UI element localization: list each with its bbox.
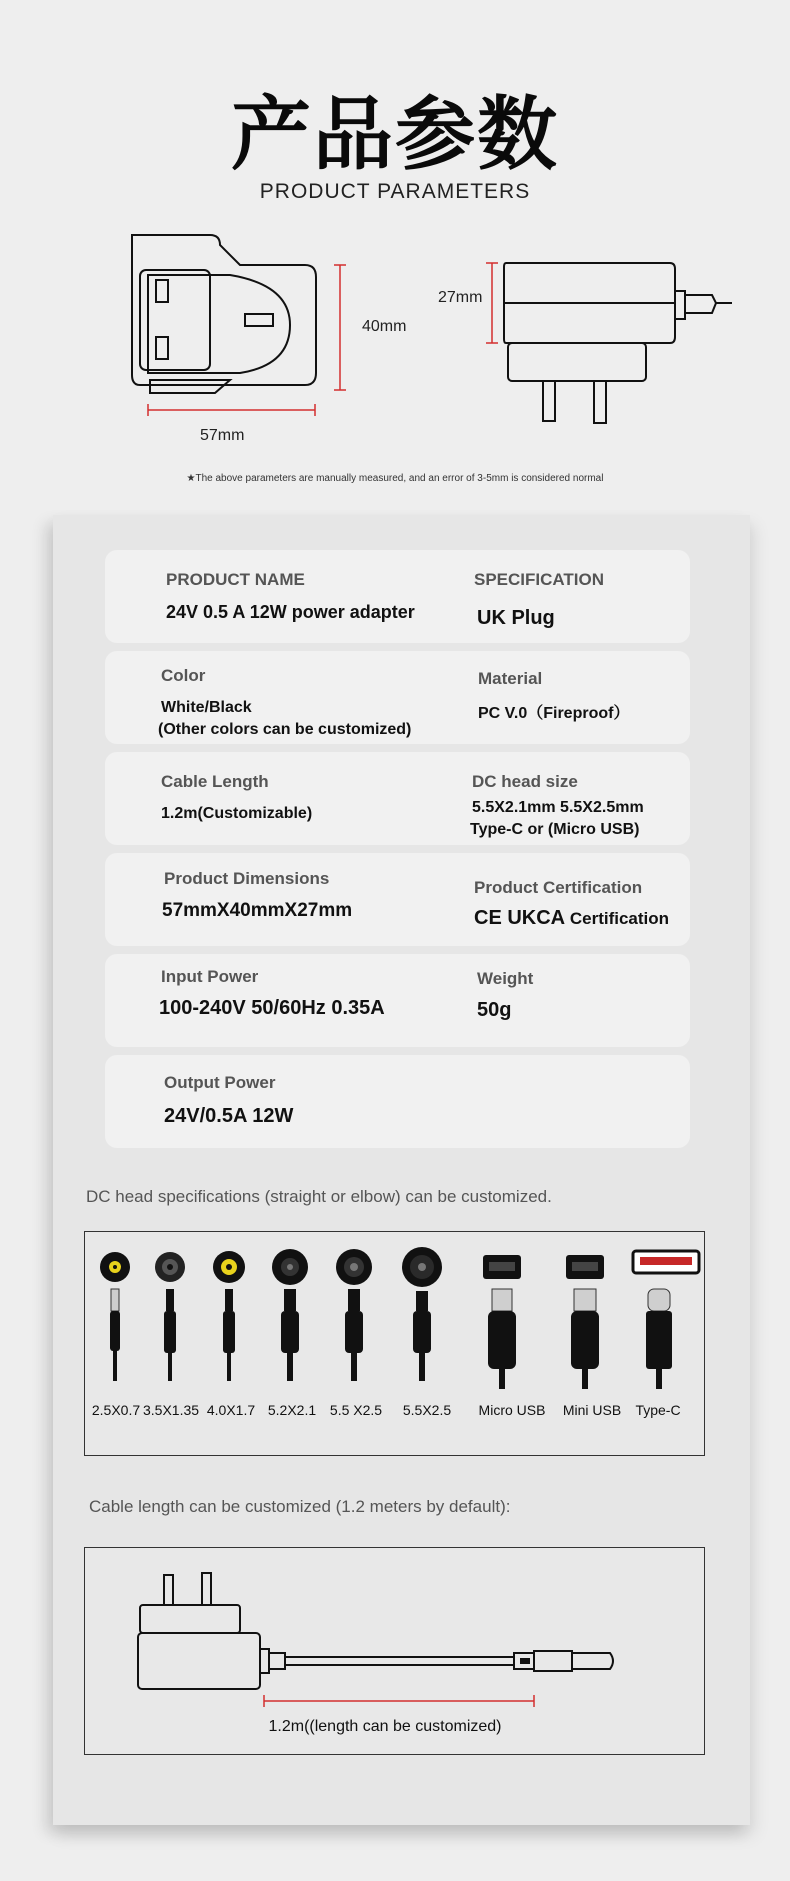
connector-label: 2.5X0.7 xyxy=(91,1402,141,1418)
cable-section-title: Cable length can be customized (1.2 meters by default): xyxy=(89,1497,511,1516)
certification-value xyxy=(474,907,669,930)
connector-5.2x2.1-icon xyxy=(272,1249,308,1381)
specification-label: SPECIFICATION xyxy=(474,570,605,589)
connector-3.5x1.35-icon xyxy=(155,1252,185,1381)
measurement-note: ★The above parameters are manually measured, and an error of 3-5mm is considered normal xyxy=(186,473,604,484)
certification-label: Product Certification xyxy=(474,878,643,897)
spec-row-output xyxy=(105,1055,690,1148)
connector-5.5x2.5-alt-icon xyxy=(402,1247,442,1381)
page-subtitle: PRODUCT PARAMETERS xyxy=(259,180,531,203)
color-label: Color xyxy=(161,666,206,685)
dc-head-label: DC head size xyxy=(472,772,578,791)
mini-usb-icon xyxy=(566,1255,604,1389)
connector-label: Type-C xyxy=(635,1402,681,1418)
connector-2.5x0.7-icon xyxy=(100,1252,130,1381)
dimensions-label: Product Dimensions xyxy=(164,869,330,888)
connector-label: 5.2X2.1 xyxy=(267,1402,317,1418)
connector-4.0x1.7-icon xyxy=(213,1251,245,1381)
color-value-1: White/Black xyxy=(161,699,252,716)
type-c-icon xyxy=(633,1251,699,1389)
connector-label: 4.0X1.7 xyxy=(206,1402,256,1418)
cable-length-value: 1.2m(Customizable) xyxy=(161,805,313,822)
side-view-drawing xyxy=(480,255,740,430)
width-label: 57mm xyxy=(200,427,245,444)
color-value-2: (Other colors can be customized) xyxy=(158,721,412,738)
cable-illustration xyxy=(84,1547,704,1747)
cable-length-label: Cable Length xyxy=(161,772,269,791)
weight-value: 50g xyxy=(477,999,512,1021)
connector-label: 5.5X2.5 xyxy=(402,1402,452,1418)
output-power-value: 24V/0.5A 12W xyxy=(164,1105,294,1127)
dc-connectors-illustration xyxy=(84,1231,704,1401)
dimensions-value: 57mmX40mmX27mm xyxy=(162,900,353,921)
depth-label: 27mm xyxy=(438,289,483,306)
certification-value-bold: CE UKCA xyxy=(474,907,566,929)
connector-label: Micro USB xyxy=(478,1402,546,1418)
material-value: PC V.0（Fireproof） xyxy=(478,705,630,722)
connector-label: Mini USB xyxy=(562,1402,622,1418)
page-title: 产品参数 xyxy=(231,88,559,181)
input-power-label: Input Power xyxy=(161,967,259,986)
connector-label: 3.5X1.35 xyxy=(143,1402,200,1418)
connector-label: 5.5 X2.5 xyxy=(329,1402,383,1418)
product-name-value: 24V 0.5 A 12W power adapter xyxy=(166,602,415,622)
output-power-label: Output Power xyxy=(164,1073,276,1092)
dc-head-value-1: 5.5X2.1mm 5.5X2.5mm xyxy=(472,799,644,816)
product-name-label: PRODUCT NAME xyxy=(166,570,305,589)
input-power-value: 100-240V 50/60Hz 0.35A xyxy=(159,997,385,1019)
dc-section-title: DC head specifications (straight or elbow) can be customized. xyxy=(86,1187,552,1206)
connector-5.5x2.5-icon xyxy=(336,1249,372,1381)
dc-head-value-2: Type-C or (Micro USB) xyxy=(470,821,640,838)
micro-usb-icon xyxy=(483,1255,521,1389)
spec-row-product-name xyxy=(105,550,690,643)
specification-value: UK Plug xyxy=(477,607,555,629)
weight-label: Weight xyxy=(477,969,534,988)
front-view-drawing xyxy=(120,225,380,435)
height-label: 40mm xyxy=(362,318,407,335)
cable-length-annotation: 1.2m((length can be customized) xyxy=(268,1718,502,1735)
material-label: Material xyxy=(478,669,543,688)
certification-value-rest: Certification xyxy=(565,909,670,928)
